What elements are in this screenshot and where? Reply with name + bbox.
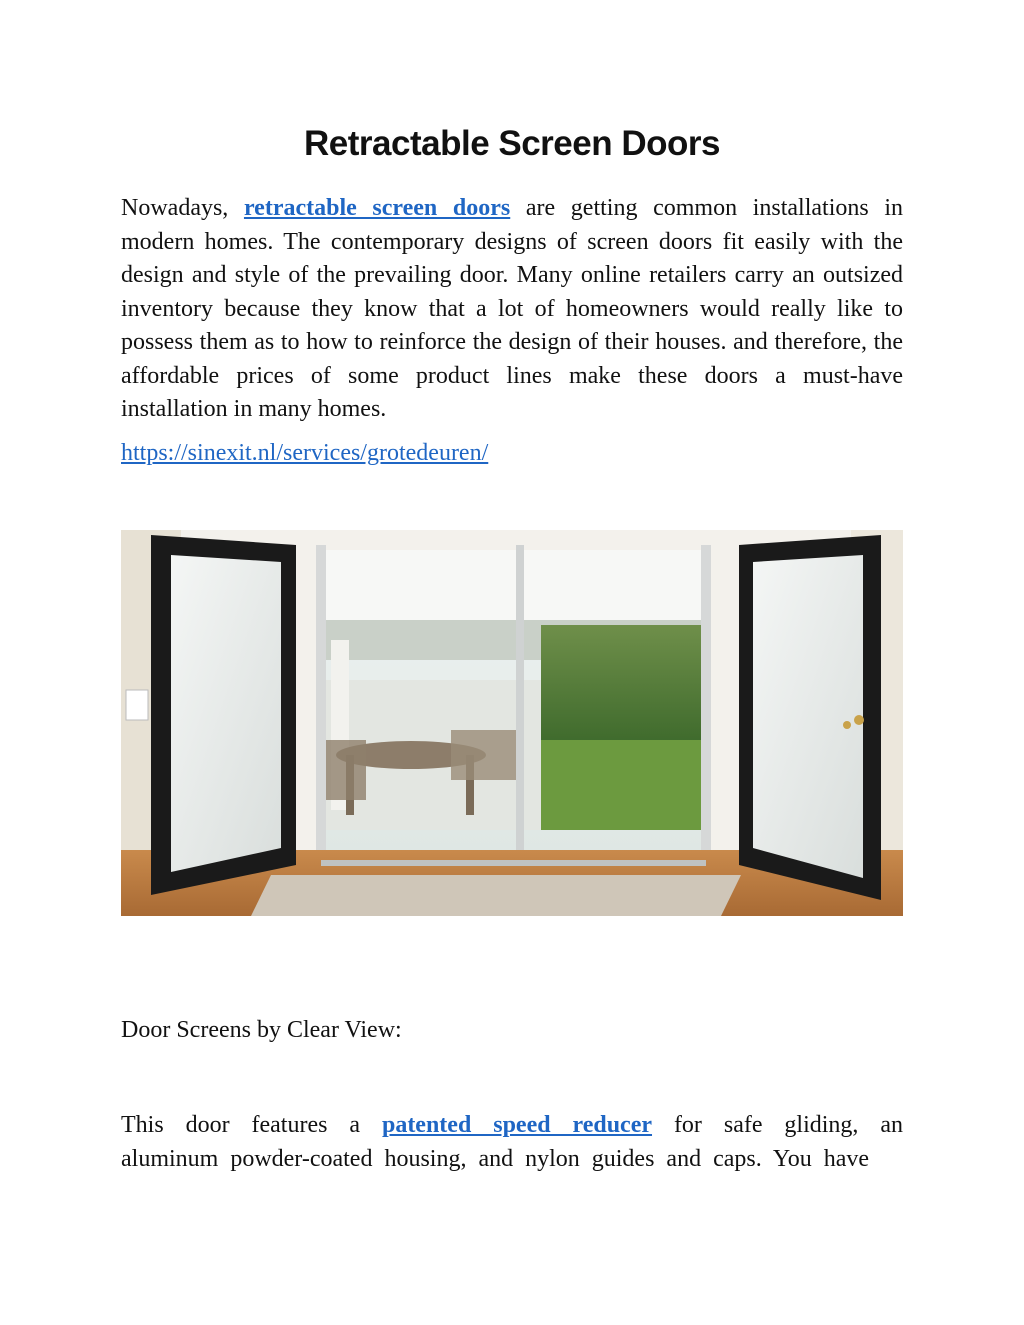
para2-text-start: This door features a [121,1112,382,1138]
para2-text-end: for safe gliding, an aluminum powder-coated housing, and nylon guides and caps. You have [121,1112,903,1172]
page-title: Retractable Screen Doors [304,124,720,163]
features-paragraph [121,1108,903,1176]
section-subheading: Door Screens by Clear View: [121,1017,402,1043]
para1-text-start: Nowadays, [121,195,244,221]
retractable-screen-doors-link[interactable]: retractable screen doors [243,195,511,221]
para1-text-end: are getting common installations in modern homes. The contemporary designs of screen doors fit easily with the design and style of the prevailing door. Many online retailers carry an outsized inventory because they know that a lot of homeowners would really like to possess them as to how to reinforce the design of their houses. and therefore, the affordable prices of some product lines make these doors a must-have installation in many homes. [121,195,904,422]
patented-speed-reducer-link[interactable]: patented speed reducer [381,1112,653,1138]
intro-paragraph [121,192,903,427]
screen-door-photo [121,530,903,916]
sinexit-url-link[interactable]: https://sinexit.nl/services/grotedeuren/ [121,440,489,466]
